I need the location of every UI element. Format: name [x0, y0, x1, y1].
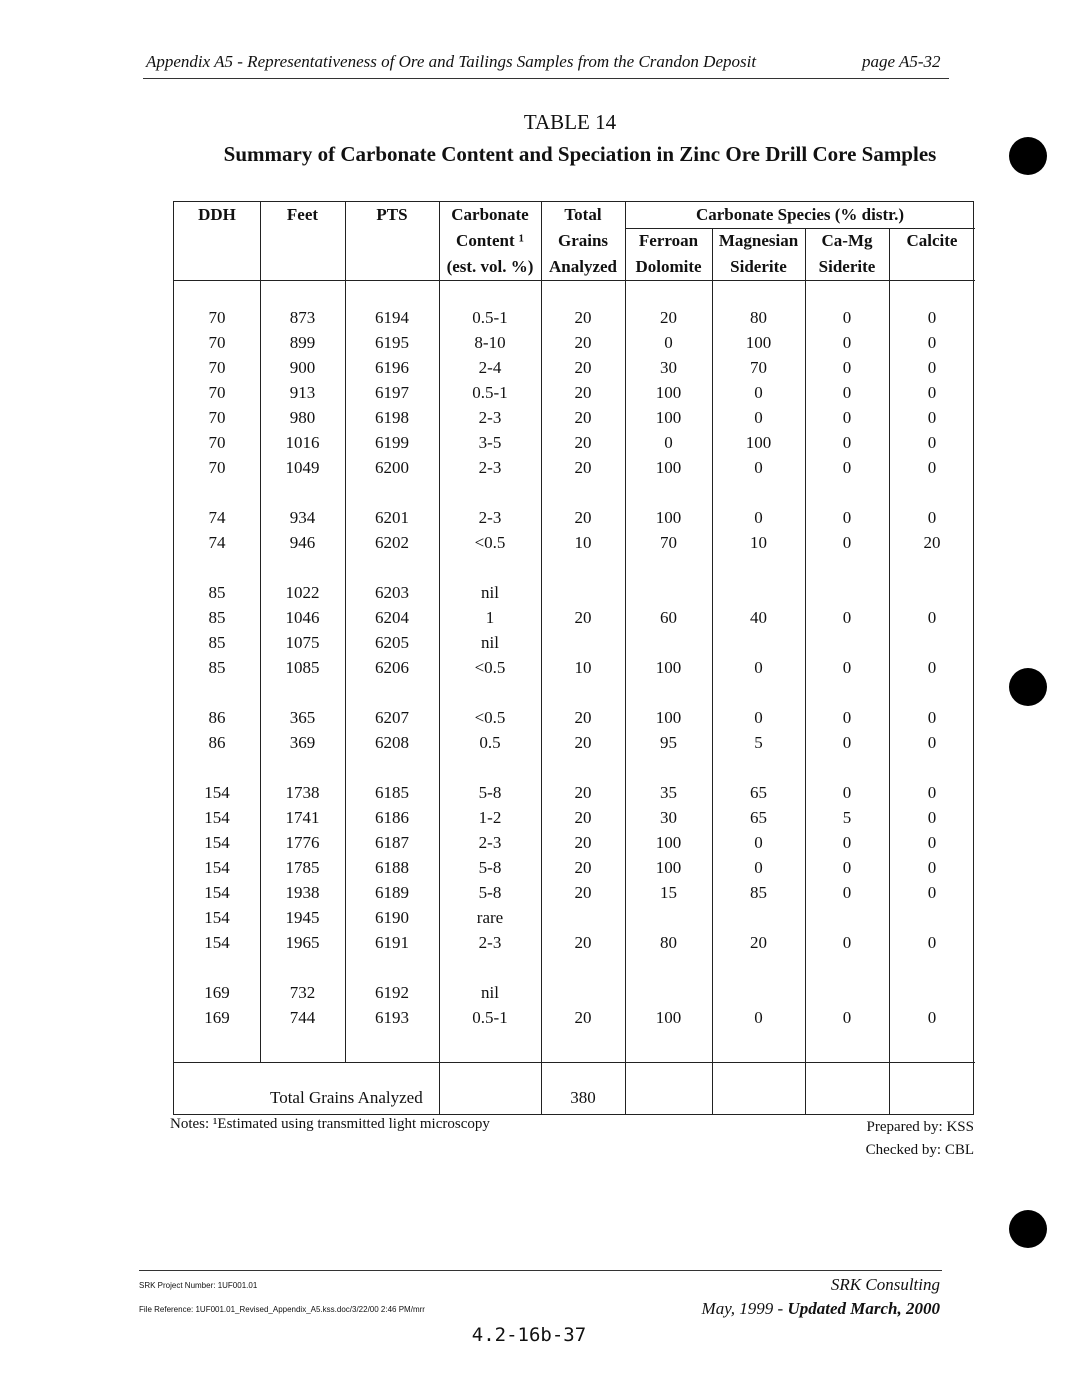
cell-calcite: 0	[927, 708, 937, 727]
cell-camg: 0	[842, 883, 852, 902]
table-row	[174, 805, 975, 830]
table-row	[174, 605, 975, 630]
cell-ferroan: 100	[655, 383, 682, 402]
cell-carbonate: 5-8	[478, 783, 502, 802]
cell-grains: 10	[574, 533, 592, 552]
cell-ferroan: 80	[660, 933, 677, 952]
cell-magnesian: 0	[754, 383, 763, 402]
cell-carbonate: 0.5-1	[472, 383, 508, 402]
cell-ferroan: 70	[660, 533, 677, 552]
cell-ddh: 70	[208, 308, 226, 327]
cell-pts: 6201	[375, 508, 409, 527]
cell-camg: 0	[842, 833, 852, 852]
company-name: SRK Consulting	[830, 1275, 940, 1294]
col-feet: Feet	[286, 205, 319, 224]
col-pts: PTS	[376, 205, 408, 224]
cell-grains: 20	[574, 383, 592, 402]
cell-calcite: 0	[927, 808, 937, 827]
cell-grains: 20	[574, 783, 592, 802]
cell-feet: 1965	[285, 933, 320, 952]
cell-camg: 0	[842, 333, 852, 352]
cell-ddh: 85	[208, 658, 226, 677]
header-rule	[143, 78, 949, 79]
cell-ddh: 154	[204, 908, 230, 927]
cell-ddh: 70	[208, 358, 226, 377]
cell-grains: 20	[574, 458, 592, 477]
cell-magnesian: 0	[754, 658, 763, 677]
cell-camg: 0	[842, 733, 852, 752]
cell-ddh: 85	[208, 608, 226, 627]
col-species-group: Carbonate Species (% distr.)	[695, 205, 905, 224]
cell-pts: 6189	[375, 883, 409, 902]
cell-ddh: 85	[208, 583, 226, 602]
cell-grains: 10	[574, 658, 592, 677]
cell-ferroan: 100	[655, 658, 682, 677]
table-row	[174, 930, 975, 955]
table-row	[174, 905, 975, 930]
date-original: May, 1999 -	[701, 1299, 788, 1318]
data-table	[173, 201, 974, 1115]
cell-ddh: 154	[204, 833, 230, 852]
col-ferroan-2: Dolomite	[635, 257, 702, 276]
cell-carbonate: 8-10	[474, 333, 506, 352]
document-number: 4.2-16b-37	[471, 1324, 587, 1346]
cell-pts: 6196	[375, 358, 409, 377]
col-camg-1: Ca-Mg	[821, 231, 873, 250]
cell-ddh: 70	[208, 383, 226, 402]
cell-calcite: 0	[927, 608, 937, 627]
cell-pts: 6207	[375, 708, 409, 727]
table-row	[174, 530, 975, 555]
cell-feet: 1738	[285, 783, 320, 802]
table-row	[174, 330, 975, 355]
cell-pts: 6192	[375, 983, 409, 1002]
col-camg-2: Siderite	[818, 257, 876, 276]
table-row	[174, 580, 975, 605]
table-row	[174, 730, 975, 755]
cell-ddh: 74	[208, 533, 226, 552]
cell-calcite: 0	[927, 733, 937, 752]
cell-pts: 6194	[375, 308, 409, 327]
cell-feet: 369	[289, 733, 316, 752]
table-notes: Notes: ¹Estimated using transmitted light microscopy	[170, 1116, 490, 1132]
cell-calcite: 0	[927, 408, 937, 427]
cell-ddh: 154	[204, 883, 230, 902]
col-total-1: Total	[564, 205, 602, 224]
cell-magnesian: 0	[754, 408, 763, 427]
cell-carbonate: nil	[481, 583, 499, 602]
cell-grains: 20	[574, 358, 592, 377]
cell-grains: 20	[574, 733, 592, 752]
table-row	[174, 430, 975, 455]
cell-ferroan: 0	[664, 333, 673, 352]
col-magnesian-2: Siderite	[730, 257, 787, 276]
cell-camg: 0	[842, 408, 852, 427]
table-title: TABLE 14	[523, 110, 617, 134]
cell-feet: 1945	[285, 908, 320, 927]
cell-carbonate: 1	[485, 608, 495, 627]
cell-calcite: 0	[927, 1008, 937, 1027]
cell-feet: 900	[289, 358, 316, 377]
checked-by: Checked by: CBL	[865, 1142, 974, 1158]
cell-calcite: 0	[927, 433, 937, 452]
cell-feet: 934	[289, 508, 316, 527]
cell-pts: 6202	[375, 533, 409, 552]
cell-ddh: 70	[208, 333, 226, 352]
cell-grains: 20	[574, 408, 592, 427]
cell-calcite: 0	[927, 508, 937, 527]
cell-magnesian: 70	[750, 358, 767, 377]
cell-ferroan: 100	[655, 708, 682, 727]
cell-feet: 1075	[285, 633, 320, 652]
cell-ferroan: 15	[660, 883, 677, 902]
cell-calcite: 0	[927, 933, 937, 952]
cell-ddh: 154	[204, 783, 230, 802]
cell-feet: 1938	[285, 883, 320, 902]
cell-carbonate: 2-3	[478, 408, 502, 427]
cell-feet: 1741	[285, 808, 320, 827]
cell-feet: 365	[289, 708, 316, 727]
cell-grains: 20	[574, 858, 592, 877]
cell-ddh: 154	[204, 858, 230, 877]
cell-ferroan: 100	[655, 1008, 682, 1027]
cell-calcite: 0	[927, 383, 937, 402]
col-carbonate-1: Carbonate	[451, 205, 529, 224]
cell-pts: 6208	[375, 733, 409, 752]
col-total-2: Grains	[557, 231, 609, 250]
cell-feet: 913	[289, 383, 316, 402]
cell-ferroan: 20	[660, 308, 677, 327]
running-header: Appendix A5 - Representativeness of Ore and Tailings Samples from the Crandon Deposit	[146, 52, 757, 71]
cell-pts: 6197	[375, 383, 409, 402]
cell-magnesian: 20	[750, 933, 767, 952]
total-value: 380	[570, 1088, 596, 1107]
table-row	[174, 355, 975, 380]
cell-pts: 6193	[375, 1008, 409, 1027]
cell-camg: 0	[842, 933, 852, 952]
cell-camg: 0	[842, 508, 852, 527]
cell-ferroan: 100	[655, 858, 682, 877]
cell-pts: 6200	[375, 458, 409, 477]
cell-feet: 732	[289, 983, 316, 1002]
cell-grains: 20	[574, 608, 592, 627]
cell-magnesian: 80	[750, 308, 767, 327]
cell-pts: 6205	[375, 633, 409, 652]
cell-carbonate: <0.5	[474, 708, 506, 727]
cell-ddh: 74	[208, 508, 226, 527]
cell-pts: 6198	[375, 408, 409, 427]
cell-grains: 20	[574, 708, 592, 727]
table-row	[174, 855, 975, 880]
cell-calcite: 0	[927, 883, 937, 902]
cell-camg: 0	[842, 358, 852, 377]
page-number: page A5-32	[862, 52, 941, 71]
cell-calcite: 20	[923, 533, 941, 552]
cell-pts: 6191	[375, 933, 409, 952]
cell-calcite: 0	[927, 833, 937, 852]
cell-camg: 0	[842, 433, 852, 452]
cell-magnesian: 0	[754, 858, 763, 877]
cell-magnesian: 0	[754, 833, 763, 852]
cell-ferroan: 0	[664, 433, 673, 452]
cell-grains: 20	[574, 1008, 592, 1027]
cell-carbonate: <0.5	[474, 533, 506, 552]
cell-ddh: 70	[208, 458, 226, 477]
table-row	[174, 780, 975, 805]
cell-magnesian: 65	[750, 808, 767, 827]
cell-ddh: 169	[204, 1008, 230, 1027]
cell-grains: 20	[574, 508, 592, 527]
cell-magnesian: 40	[750, 608, 767, 627]
cell-ferroan: 30	[660, 358, 677, 377]
cell-grains: 20	[574, 333, 592, 352]
cell-ferroan: 35	[660, 783, 677, 802]
col-ferroan-1: Ferroan	[638, 231, 699, 250]
cell-camg: 0	[842, 708, 852, 727]
cell-pts: 6188	[375, 858, 409, 877]
table-row	[174, 455, 975, 480]
cell-calcite: 0	[927, 858, 937, 877]
cell-magnesian: 5	[754, 733, 763, 752]
cell-ferroan: 95	[660, 733, 677, 752]
col-total-3: Analyzed	[549, 257, 617, 276]
cell-camg: 0	[842, 383, 852, 402]
sign-off	[840, 1116, 974, 1162]
cell-feet: 980	[289, 408, 316, 427]
cell-ferroan: 100	[655, 833, 682, 852]
cell-ferroan: 60	[660, 608, 677, 627]
table-row	[174, 380, 975, 405]
cell-feet: 1046	[285, 608, 320, 627]
cell-feet: 1085	[285, 658, 320, 677]
punch-hole-bottom	[1009, 1210, 1047, 1248]
cell-calcite: 0	[927, 783, 937, 802]
cell-pts: 6186	[375, 808, 409, 827]
cell-camg: 0	[842, 658, 852, 677]
cell-feet: 1776	[285, 833, 320, 852]
cell-carbonate: 2-3	[478, 458, 502, 477]
cell-ddh: 70	[208, 433, 226, 452]
cell-calcite: 0	[927, 308, 937, 327]
table-row	[174, 655, 975, 680]
cell-carbonate: <0.5	[474, 658, 506, 677]
col-carbonate-3: (est. vol. %)	[446, 257, 534, 276]
cell-carbonate: 0.5-1	[472, 308, 508, 327]
cell-ddh: 154	[204, 808, 230, 827]
date-updated: Updated March, 2000	[787, 1299, 940, 1318]
cell-camg: 0	[842, 858, 852, 877]
cell-ferroan: 100	[655, 408, 682, 427]
cell-calcite: 0	[927, 358, 937, 377]
cell-camg: 0	[842, 608, 852, 627]
cell-grains: 20	[574, 933, 592, 952]
cell-ddh: 86	[208, 708, 226, 727]
cell-camg: 5	[842, 808, 852, 827]
cell-ferroan: 100	[655, 508, 682, 527]
revision-date	[540, 1299, 940, 1319]
cell-feet: 873	[289, 308, 316, 327]
cell-camg: 0	[842, 1008, 852, 1027]
cell-grains: 20	[574, 308, 592, 327]
cell-calcite: 0	[927, 333, 937, 352]
cell-magnesian: 0	[754, 708, 763, 727]
col-carbonate-2: Content ¹	[456, 231, 524, 250]
cell-magnesian: 0	[754, 508, 763, 527]
cell-calcite: 0	[927, 458, 937, 477]
cell-camg: 0	[842, 458, 852, 477]
prepared-by: Prepared by: KSS	[866, 1119, 974, 1135]
table-row	[174, 305, 975, 330]
cell-grains: 20	[574, 808, 592, 827]
cell-carbonate: 2-3	[478, 933, 502, 952]
cell-pts: 6195	[375, 333, 409, 352]
table-row	[174, 980, 975, 1005]
cell-ddh: 70	[208, 408, 226, 427]
cell-ddh: 85	[208, 633, 226, 652]
cell-pts: 6203	[375, 583, 409, 602]
table-row	[174, 705, 975, 730]
cell-feet: 744	[289, 1008, 316, 1027]
cell-magnesian: 65	[750, 783, 767, 802]
cell-ferroan: 100	[655, 458, 682, 477]
cell-feet: 899	[289, 333, 316, 352]
cell-pts: 6206	[375, 658, 409, 677]
cell-carbonate: 0.5	[479, 733, 501, 752]
cell-carbonate: 5-8	[478, 883, 502, 902]
cell-grains: 20	[574, 433, 592, 452]
cell-feet: 1049	[285, 458, 320, 477]
cell-pts: 6199	[375, 433, 409, 452]
footer-rule	[139, 1270, 942, 1271]
project-number: SRK Project Number: 1UF001.01	[139, 1281, 258, 1290]
cell-magnesian: 85	[750, 883, 767, 902]
cell-magnesian: 0	[754, 458, 763, 477]
cell-ferroan: 30	[660, 808, 677, 827]
cell-pts: 6204	[375, 608, 409, 627]
cell-magnesian: 100	[745, 433, 772, 452]
file-reference: File Reference: 1UF001.01_Revised_Appendix_A5.kss.doc/3/22/00 2:46 PM/mrr	[139, 1305, 425, 1314]
cell-grains: 20	[574, 833, 592, 852]
table-row	[174, 505, 975, 530]
cell-carbonate: 2-4	[478, 358, 502, 377]
cell-feet: 946	[289, 533, 316, 552]
col-calcite: Calcite	[906, 231, 958, 250]
cell-carbonate: 5-8	[478, 858, 502, 877]
cell-ddh: 169	[204, 983, 230, 1002]
cell-calcite: 0	[927, 658, 937, 677]
table-row	[174, 630, 975, 655]
cell-pts: 6190	[375, 908, 409, 927]
col-ddh: DDH	[198, 205, 236, 224]
cell-carbonate: rare	[476, 908, 504, 927]
cell-pts: 6185	[375, 783, 409, 802]
cell-feet: 1785	[285, 858, 320, 877]
cell-carbonate: 2-3	[478, 508, 502, 527]
cell-carbonate: 2-3	[478, 833, 502, 852]
cell-camg: 0	[842, 533, 852, 552]
cell-camg: 0	[842, 783, 852, 802]
punch-hole-middle	[1009, 668, 1047, 706]
table-row	[174, 1005, 975, 1030]
cell-ddh: 154	[204, 933, 230, 952]
cell-feet: 1016	[285, 433, 320, 452]
cell-grains: 20	[574, 883, 592, 902]
cell-feet: 1022	[285, 583, 320, 602]
cell-magnesian: 0	[754, 1008, 763, 1027]
cell-carbonate: 1-2	[478, 808, 502, 827]
table-row	[174, 405, 975, 430]
table-subtitle: Summary of Carbonate Content and Speciation in Zinc Ore Drill Core Samples	[223, 142, 937, 166]
cell-pts: 6187	[375, 833, 409, 852]
table-row	[174, 830, 975, 855]
col-magnesian-1: Magnesian	[718, 231, 799, 250]
table-row	[174, 880, 975, 905]
cell-magnesian: 10	[750, 533, 767, 552]
cell-ddh: 86	[208, 733, 226, 752]
cell-carbonate: 0.5-1	[472, 1008, 508, 1027]
cell-camg: 0	[842, 308, 852, 327]
total-label: Total Grains Analyzed	[270, 1088, 423, 1107]
cell-carbonate: nil	[481, 633, 499, 652]
cell-carbonate: nil	[481, 983, 499, 1002]
cell-carbonate: 3-5	[478, 433, 502, 452]
cell-magnesian: 100	[745, 333, 772, 352]
